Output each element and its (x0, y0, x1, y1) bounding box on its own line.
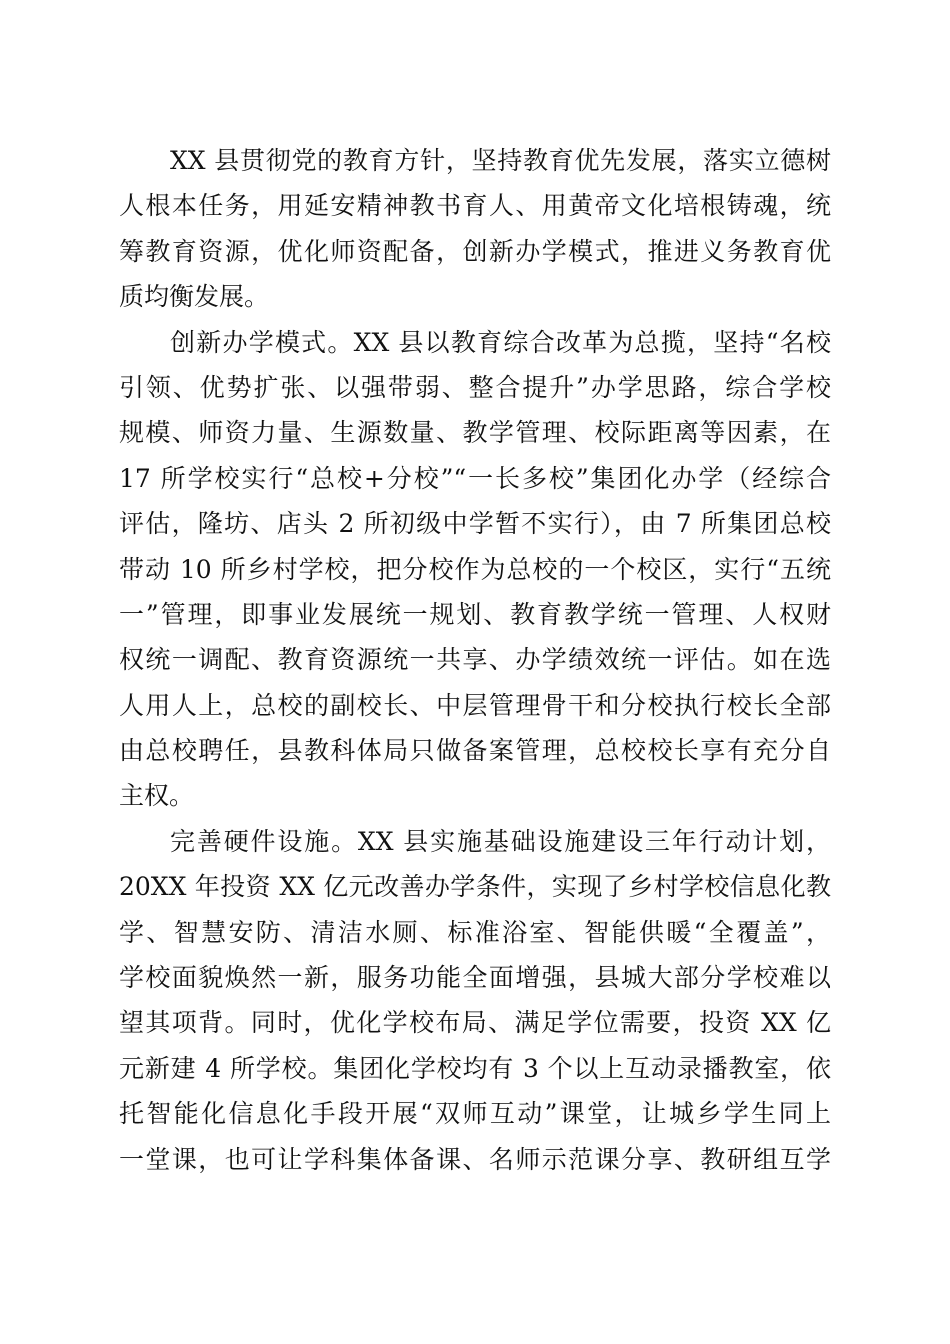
text-line: 元新建 4 所学校。集团化学校均有 3 个以上互动录播教室，依 (119, 1053, 831, 1083)
text-line: 主权。 (119, 781, 195, 811)
text-line: 望其项背。同时，优化学校布局、满足学位需要，投资 XX 亿 (119, 1008, 831, 1038)
paragraph-school-model (119, 320, 831, 819)
text-line: 一”管理，即事业发展统一规划、教育教学统一管理、人权财 (119, 599, 831, 629)
document-body (119, 138, 831, 1182)
text-line: 学、智慧安防、清洁水厕、标准浴室、智能供暖“全覆盖”， (119, 917, 831, 947)
paragraph-intro (119, 138, 831, 320)
text-line: XX 县贯彻党的教育方针，坚持教育优先发展，落实立德树 (170, 146, 831, 175)
text-line: 筹教育资源，优化师资配备，创新办学模式，推进义务教育优 (119, 236, 831, 266)
text-line: 完善硬件设施。XX 县实施基础设施建设三年行动计划， (170, 826, 831, 856)
text-line: 一堂课，也可让学科集体备课、名师示范课分享、教研组互学 (119, 1144, 831, 1174)
text-line: 创新办学模式。XX 县以教育综合改革为总揽，坚持“名校 (170, 327, 831, 357)
text-line: 质均衡发展。 (119, 282, 270, 312)
paragraph-facilities (119, 819, 831, 1182)
text-line: 人用人上，总校的副校长、中层管理骨干和分校执行校长全部 (119, 690, 831, 720)
text-line: 评估，隆坊、店头 2 所初级中学暂不实行），由 7 所集团总校 (119, 509, 831, 539)
text-line: 托智能化信息化手段开展“双师互动”课堂，让城乡学生同上 (119, 1099, 831, 1129)
text-line: 由总校聘任，县教科体局只做备案管理，总校校长享有充分自 (119, 736, 831, 766)
text-line: 20XX 年投资 XX 亿元改善办学条件，实现了乡村学校信息化教 (119, 872, 831, 902)
text-line: 人根本任务，用延安精神教书育人、用黄帝文化培根铸魂，统 (119, 191, 831, 221)
text-line: 带动 10 所乡村学校，把分校作为总校的一个校区，实行“五统 (119, 554, 831, 584)
text-line: 权统一调配、教育资源统一共享、办学绩效统一评估。如在选 (119, 645, 831, 675)
text-line: 17 所学校实行“总校+分校”“一长多校”集团化办学（经综合 (119, 463, 831, 493)
text-line: 规模、师资力量、生源数量、教学管理、校际距离等因素，在 (119, 418, 831, 448)
text-line: 学校面貌焕然一新，服务功能全面增强，县城大部分学校难以 (119, 963, 831, 993)
text-line: 引领、优势扩张、以强带弱、整合提升”办学思路，综合学校 (119, 372, 831, 402)
